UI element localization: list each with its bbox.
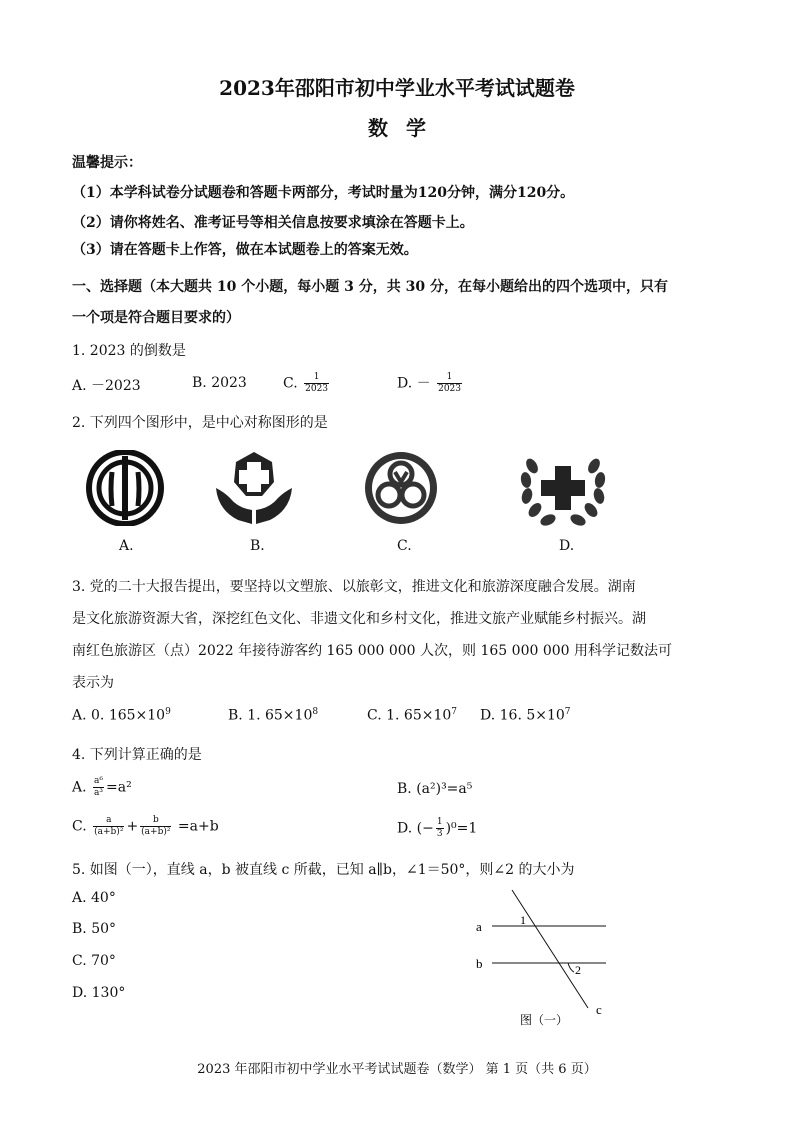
q3-option-c [367, 707, 457, 724]
emblem-b-icon [212, 450, 296, 530]
q4-option-c [72, 815, 219, 838]
q1-c-num: 1 [304, 372, 329, 384]
line-c [512, 890, 588, 1008]
q3-b-exp: 8 [312, 707, 319, 717]
q2-stem: 2. 下列四个图形中，是中心对称图形的是 [72, 415, 328, 431]
q4-option-a [72, 776, 132, 799]
q4-a-fraction [93, 776, 104, 799]
q3-c-text: C. 1. 65×10 [367, 707, 452, 724]
figure-caption: 图（一） [520, 1013, 569, 1027]
q4-option-d [397, 817, 477, 840]
q3-d-exp: 7 [564, 707, 571, 717]
q3-line-3: 南红色旅游区（点）2022 年接待游客约 165 000 000 人次，则 165 000 000 用科学记数法可 [72, 643, 673, 659]
q4-a-num: a⁶ [94, 776, 103, 786]
q4-c-den2: (a+b)² [141, 827, 171, 837]
q4-d-fraction [436, 817, 444, 840]
q4-d-num: 1 [436, 817, 443, 827]
q1-d-prefix: D. － [397, 375, 431, 392]
q2-label-a: A. [119, 538, 134, 554]
q4-a-prefix: A. [72, 779, 87, 796]
angle-2-arc [568, 963, 574, 972]
tip-item-3: （3）请在答题卡上作答，做在本试题卷上的答案无效。 [72, 242, 418, 258]
exam-title: 2023年邵阳市初中学业水平考试试题卷 [219, 76, 575, 100]
q3-line-1: 3. 党的二十大报告提出，要坚持以文塑旅、以旅彰文，推进文化和旅游深度融合发展。湖南 [72, 579, 636, 595]
q3-option-d [480, 707, 571, 724]
q3-option-a [72, 707, 171, 724]
angle-1-label: 1 [520, 913, 526, 927]
q4-c-plus: + [126, 818, 139, 835]
q4-c-den1: (a+b)² [94, 827, 124, 837]
q5-option-b: B. 50° [72, 921, 117, 937]
q5-option-a: A. 40° [72, 890, 116, 906]
q4-c-num1: a [93, 815, 124, 827]
tips-heading: 温馨提示： [72, 155, 142, 171]
q4-c-fraction-2 [140, 815, 171, 838]
q1-d-fraction [437, 372, 462, 395]
q4-a-den: a³ [94, 788, 103, 798]
label-c: c [596, 1002, 602, 1017]
q3-line-4: 表示为 [72, 675, 114, 691]
tip-item-1: （1）本学科试卷分试题卷和答题卡两部分，考试时量为120分钟，满分120分。 [72, 185, 575, 201]
q5-option-c: C. 70° [72, 953, 116, 969]
q1-option-a: A. －2023 [72, 378, 141, 394]
q2-label-b: B. [250, 538, 265, 554]
section1-line2: 一个项是符合题目要求的） [72, 310, 240, 326]
q3-option-b [228, 707, 318, 724]
q4-d-prefix: D. (− [397, 820, 434, 837]
label-a: a [476, 919, 482, 934]
q3-d-text: D. 16. 5×10 [480, 707, 565, 724]
label-b: b [476, 956, 483, 971]
emblem-d-icon [518, 444, 608, 532]
emblem-c-icon [360, 450, 442, 526]
q1-d-num: 1 [437, 372, 462, 384]
q2-label-d: D. [559, 538, 575, 554]
q1-option-c [283, 372, 331, 395]
q4-c-fraction-1 [93, 815, 124, 838]
q3-a-text: A. 0. 165×10 [72, 707, 166, 724]
q4-a-rest: =a² [106, 779, 132, 796]
q4-stem: 4. 下列计算正确的是 [72, 747, 202, 763]
q1-c-den: 2023 [305, 384, 329, 394]
page-footer: 2023 年邵阳市初中学业水平考试试题卷（数学） 第 1 页（共 6 页） [197, 1062, 597, 1077]
q4-option-b: B. (a²)³=a⁵ [397, 781, 473, 797]
q1-option-b: B. 2023 [192, 375, 247, 391]
angle-2-label: 2 [575, 963, 581, 977]
q5-stem: 5. 如图（一），直线 a，b 被直线 c 所截，已知 a∥b，∠1＝50°，则∠2 的大小为 [72, 862, 575, 878]
q4-c-prefix: C. [72, 818, 87, 835]
q2-label-c: C. [397, 538, 412, 554]
q5-option-d: D. 130° [72, 985, 126, 1001]
q3-a-exp: 9 [165, 707, 171, 717]
emblem-a-icon [82, 450, 168, 526]
exam-subject: 数学 [368, 116, 444, 140]
q1-option-d [397, 372, 464, 395]
q3-c-exp: 7 [451, 707, 458, 717]
tip-item-2: （2）请你将姓名、准考证号等相关信息按要求填涂在答题卡上。 [72, 215, 474, 231]
figure-1-diagram [470, 886, 620, 1032]
q1-stem: 1. 2023 的倒数是 [72, 343, 186, 359]
q3-line-2: 是文化旅游资源大省，深挖红色文化、非遗文化和乡村文化，推进文旅产业赋能乡村振兴。湖 [72, 611, 646, 627]
q4-c-num2: b [140, 815, 171, 827]
q3-b-text: B. 1. 65×10 [228, 707, 313, 724]
q1-c-prefix: C. [283, 375, 298, 392]
q4-c-rest: =a+b [173, 818, 219, 835]
q4-d-rest: )⁰=1 [445, 820, 478, 837]
section1-line1: 一、选择题（本大题共 10 个小题，每小题 3 分，共 30 分，在每小题给出的四个选项中，只有 [72, 279, 668, 295]
q4-d-den: 3 [436, 829, 443, 839]
q1-c-fraction [304, 372, 329, 395]
q1-d-den: 2023 [438, 384, 461, 394]
